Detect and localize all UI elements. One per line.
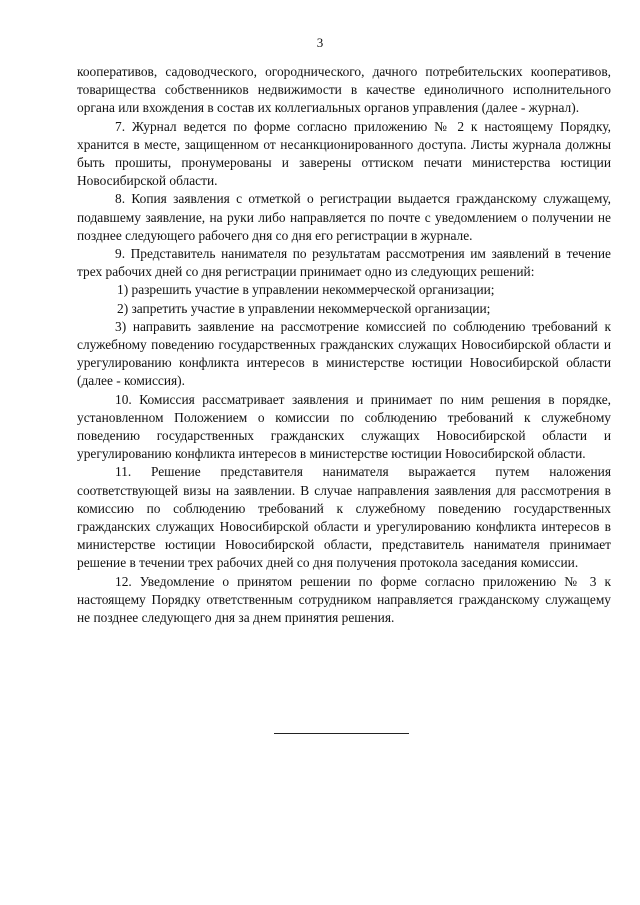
paragraph-11: 11. Решение представителя нанимателя выражается путем наложения соответствующей визы на заявлении. В случае направления заявления для рассмотрения в комиссию по соблюдению требований к служебному поведению государственных гражданских служащих Новосибирской области и урегулированию конфликта интересов в министерстве юстиции Новосибирской области, представитель нанимателя принимает решение в течении трех рабочих дней со дня получения протокола заседания комиссии. [77,464,611,571]
paragraph-8: 8. Копия заявления с отметкой о регистрации выдается гражданскому служащему, подавшему заявление, на руки либо направляется по почте с уведомлением о получении не позднее следующего рабочего дня со дня его регистрации в журнале. [77,191,611,243]
list-item-9-2: 2) запретить участие в управлении некоммерческой организации; [117,300,491,316]
document-body [77,63,611,627]
page-number: 3 [316,35,324,50]
paragraph-12: 12. Уведомление о принятом решении по форме согласно приложению № 3 к настоящему Порядку ответственным сотрудником направляется гражданскому служащему не позднее следующего дня за днем принятия решения. [77,573,611,626]
end-separator-line [274,733,409,734]
paragraph-9: 9. Представитель нанимателя по результатам рассмотрения им заявлений в течение трех рабочих дней со дня регистрации принимает одно из следующих решений: [77,246,611,280]
paragraph-10: 10. Комиссия рассматривает заявления и принимает по ним решения в порядке, установленном Положением о комиссии по соблюдению требований к служебному поведению государственных гражданских служащих Новосибирской области и урегулированию конфликта интересов в министерстве юстиции Новосибирской области. [77,391,611,462]
list-item-9-1: 1) разрешить участие в управлении некоммерческой организации; [117,282,495,298]
paragraph-7: 7. Журнал ведется по форме согласно приложению № 2 к настоящему Порядку, хранится в месте, защищенном от несанкционированного доступа. Листы журнала должны быть прошиты, пронумерованы и заверены оттиском печати министерства юстиции Новосибирской области. [77,118,611,189]
paragraph-continuation: кооперативов, садоводческого, огороднического, дачного потребительских кооперативов, товарищества собственников недвижимости в качестве единоличного исполнительного органа или вхождения в состав их коллегиальных органов управления (далее - журнал). [77,64,611,116]
list-item-9-3: 3) направить заявление на рассмотрение комиссией по соблюдению требований к служебному поведению государственных гражданских служащих Новосибирской области и урегулированию конфликта интересов в министерстве юстиции Новосибирской области (далее - комиссия). [77,318,611,389]
